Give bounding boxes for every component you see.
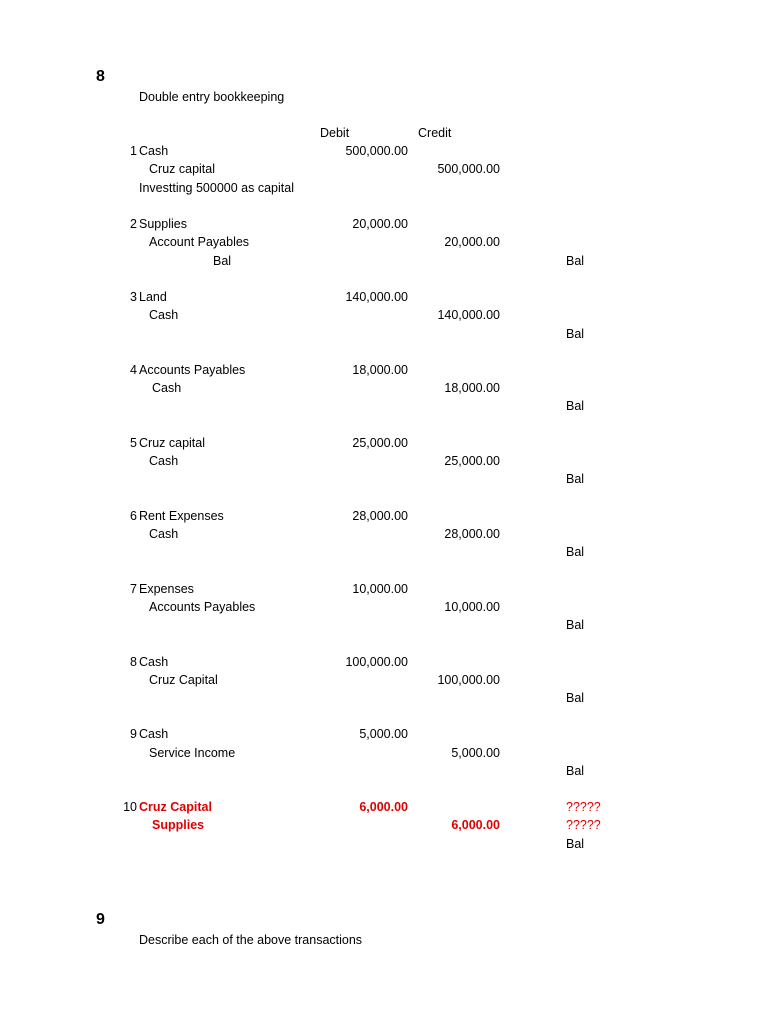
credit-account: Cruz capital <box>149 162 215 176</box>
credit-account: Cash <box>149 308 179 322</box>
entry-number: 7 <box>130 582 137 596</box>
credit-amount: 5,000.00 <box>451 746 500 760</box>
balance-label: Bal <box>566 545 585 559</box>
entry-number: 8 <box>130 655 137 669</box>
balance-label: Bal <box>566 254 585 268</box>
section-title: Double entry bookkeeping <box>139 90 285 104</box>
balance-label: Bal <box>566 691 585 705</box>
balance-label: Bal <box>566 837 585 851</box>
credit-amount: 140,000.00 <box>437 308 500 322</box>
debit-account: Cruz capital <box>139 436 205 450</box>
entry-number: 4 <box>130 363 137 377</box>
debit-account: Supplies <box>139 217 187 231</box>
credit-amount: 10,000.00 <box>444 600 500 614</box>
debit-amount: 100,000.00 <box>345 655 408 669</box>
credit-account: Cash <box>149 527 179 541</box>
credit-amount: 20,000.00 <box>444 235 500 249</box>
credit-amount-highlighted: 6,000.00 <box>451 818 500 832</box>
credit-account-highlighted: Supplies <box>152 818 205 832</box>
debit-account: Cash <box>139 727 169 741</box>
balance-label: Bal <box>566 618 585 632</box>
credit-account: Service Income <box>149 746 236 760</box>
credit-amount: 25,000.00 <box>444 454 500 468</box>
entry-note: Investting 500000 as capital <box>139 181 294 195</box>
debit-amount: 5,000.00 <box>359 727 408 741</box>
credit-account: Cash <box>152 381 182 395</box>
question-marks: ????? <box>566 800 601 814</box>
debit-amount: 500,000.00 <box>345 144 408 158</box>
balance-label: Bal <box>566 472 585 486</box>
credit-amount: 100,000.00 <box>437 673 500 687</box>
debit-account: Cash <box>139 655 169 669</box>
debit-amount: 20,000.00 <box>352 217 408 231</box>
debit-amount: 140,000.00 <box>345 290 408 304</box>
debit-account: Rent Expenses <box>139 509 224 523</box>
entry-number: 9 <box>130 727 137 741</box>
entry-number: 10 <box>123 800 137 814</box>
debit-account: Cash <box>139 144 169 158</box>
debit-amount-highlighted: 6,000.00 <box>359 800 408 814</box>
balance-label: Bal <box>566 764 585 778</box>
section-9-instruction: Describe each of the above transactions <box>139 933 363 947</box>
entry-number: 5 <box>130 436 137 450</box>
credit-account: Accounts Payables <box>149 600 256 614</box>
credit-account: Cruz Capital <box>149 673 218 687</box>
credit-account: Cash <box>149 454 179 468</box>
debit-account: Accounts Payables <box>139 363 246 377</box>
debit-amount: 28,000.00 <box>352 509 408 523</box>
balance-label: Bal <box>566 399 585 413</box>
balance-label: Bal <box>213 254 232 268</box>
debit-account: Land <box>139 290 167 304</box>
debit-amount: 10,000.00 <box>352 582 408 596</box>
debit-amount: 25,000.00 <box>352 436 408 450</box>
question-marks: ????? <box>566 818 601 832</box>
debit-amount: 18,000.00 <box>352 363 408 377</box>
entry-number: 6 <box>130 509 137 523</box>
credit-header: Credit <box>418 126 452 140</box>
debit-account-highlighted: Cruz Capital <box>139 800 212 814</box>
section-number-8: 8 <box>96 68 105 85</box>
balance-label: Bal <box>566 327 585 341</box>
entry-number: 3 <box>130 290 137 304</box>
credit-amount: 28,000.00 <box>444 527 500 541</box>
section-number-9: 9 <box>96 911 105 928</box>
entry-number: 1 <box>130 144 137 158</box>
credit-account: Account Payables <box>149 235 250 249</box>
entry-number: 2 <box>130 217 137 231</box>
credit-amount: 500,000.00 <box>437 162 500 176</box>
credit-amount: 18,000.00 <box>444 381 500 395</box>
debit-header: Debit <box>320 126 350 140</box>
debit-account: Expenses <box>139 582 194 596</box>
